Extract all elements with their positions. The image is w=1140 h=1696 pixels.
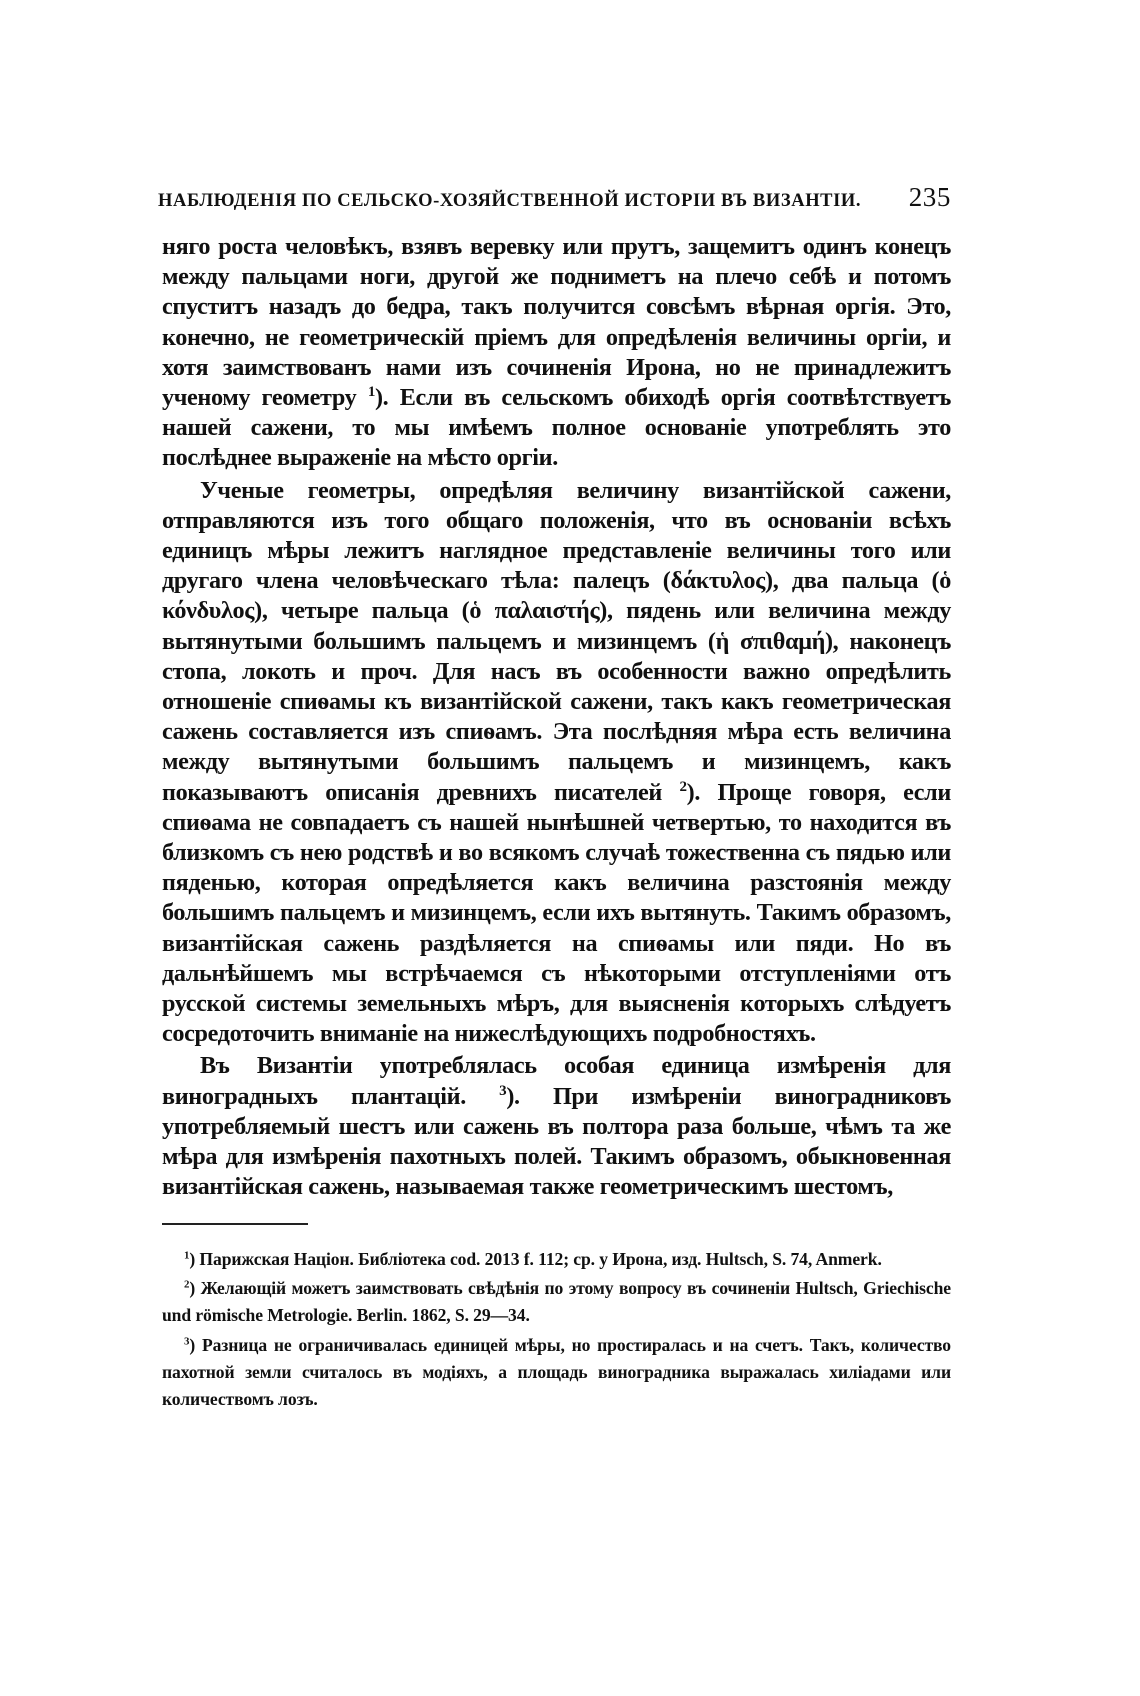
paragraph-text: ). При измѣреніи виноградниковъ употребляемый шестъ или сажень въ полтора раза больше, чѣмъ та же мѣра для измѣренія пахотныхъ полей. Такимъ образомъ, обыкновенная византійская сажень, называемая также геометрическимъ шестомъ, xyxy=(162,1082,952,1201)
running-title: НАБЛЮДЕНІЯ ПО СЕЛЬСКО-ХОЗЯЙСТВЕННОЙ ИСТОРІИ ВЪ ВИЗАНТІИ. xyxy=(158,191,862,211)
paragraph-text: ). Проще говоря, если спиѳама не совпадаетъ съ нашей нынѣшней четвертью, то находится въ близкомъ съ нею родствѣ и во всякомъ случаѣ тожественна съ пядью или пяденью, которая опредѣляется какъ величина разстоянія между большимъ пальцемъ и мизинцемъ, если ихъ вытянуть. Такимъ образомъ, византійская сажень раздѣляется на спиѳамы или пяди. Но въ дальнѣйшемъ мы встрѣчаемся съ нѣкоторыми отступленіями отъ русской системы земельныхъ мѣръ, для выясненія которыхъ слѣдуетъ сосредоточить вниманіе на нижеслѣдующихъ подробностяхъ. xyxy=(162,778,951,1048)
paragraph-text: ). Если въ сельскомъ обиходѣ оргія соотвѣтствуетъ нашей сажени, то мы имѣемъ полное основаніе употреблять это послѣднее выраженіе на мѣсто оргіи. xyxy=(162,384,951,472)
page-header xyxy=(158,182,951,213)
paragraph-text: няго роста человѣкъ, взявъ веревку или прутъ, защемитъ одинъ конецъ между пальцами ноги, другой же подниметъ на плечо себѣ и потомъ спуститъ назадъ до бедра, такъ получится совсѣмъ вѣрная оргія. Это, конечно, не геометрическій пріемъ для опредѣленія величины оргіи, и хотя заимствованъ нами изъ сочиненія Ирона, но не принадлежитъ ученому геометру xyxy=(162,233,951,412)
paragraph xyxy=(162,476,951,1050)
footnote xyxy=(162,1246,951,1273)
page-number: 235 xyxy=(908,182,951,212)
footnote xyxy=(162,1275,951,1329)
main-text xyxy=(162,232,951,1205)
footnote xyxy=(162,1332,951,1414)
footnote-text: ) Желающій можетъ заимствовать свѣдѣнія по этому вопросу въ сочиненіи Hultsch, Griechische und römische Metrologie. Berlin. 1862, S. 29—34. xyxy=(162,1278,951,1326)
paragraph-text: Ученые геометры, опредѣляя величину византійской сажени, отправляются изъ того общаго положенія, что въ основаніи всѣхъ единицъ мѣры лежитъ наглядное представленіе величины того или другаго члена человѣческаго тѣла: палецъ (δάκτυλος), два пальца (ὁ κόνδυλος), четыре пальца (ὁ παλαιστής), пядень или величина между вытянутыми большимъ пальцемъ и мизинцемъ (ἡ σπιθαμή), наконецъ стопа, локоть и проч. Для насъ въ особенности важно опредѣлить отношеніе спиѳамы къ византійской сажени, такъ какъ геометрическая сажень составляется изъ спиѳамъ. Эта послѣдняя мѣра есть величина между вытянутыми большимъ пальцемъ и мизинцемъ, какъ показываютъ описанія древнихъ писателей xyxy=(162,476,951,806)
footnotes xyxy=(162,1246,951,1415)
paragraph-text: Въ Византіи употреблялась особая единица измѣренія для виноградныхъ плантацій. xyxy=(162,1052,951,1110)
paragraph xyxy=(162,1051,951,1202)
footnote-text: ) Разница не ограничивалась единицей мѣры, но простиралась и на счетъ. Такъ, количество пахотной земли считалось въ модіяхъ, а площадь виноградника выражалась хиліадами или количествомъ лозъ. xyxy=(162,1334,951,1410)
footnote-ref: 1 xyxy=(367,384,375,401)
footnote-ref: 2 xyxy=(679,778,687,795)
footnote-ref: 3 xyxy=(499,1082,507,1099)
paragraph xyxy=(162,232,951,474)
footnote-mark: 1 xyxy=(184,1249,190,1262)
footnote-mark: 3 xyxy=(184,1335,190,1348)
footnote-mark: 2 xyxy=(184,1278,190,1291)
footnote-separator xyxy=(162,1223,308,1225)
footnote-text: ) Парижская Націон. Библіотека cod. 2013 f. 112; ср. у Ирона, изд. Hultsch, S. 74, Anmerk. xyxy=(189,1249,882,1269)
